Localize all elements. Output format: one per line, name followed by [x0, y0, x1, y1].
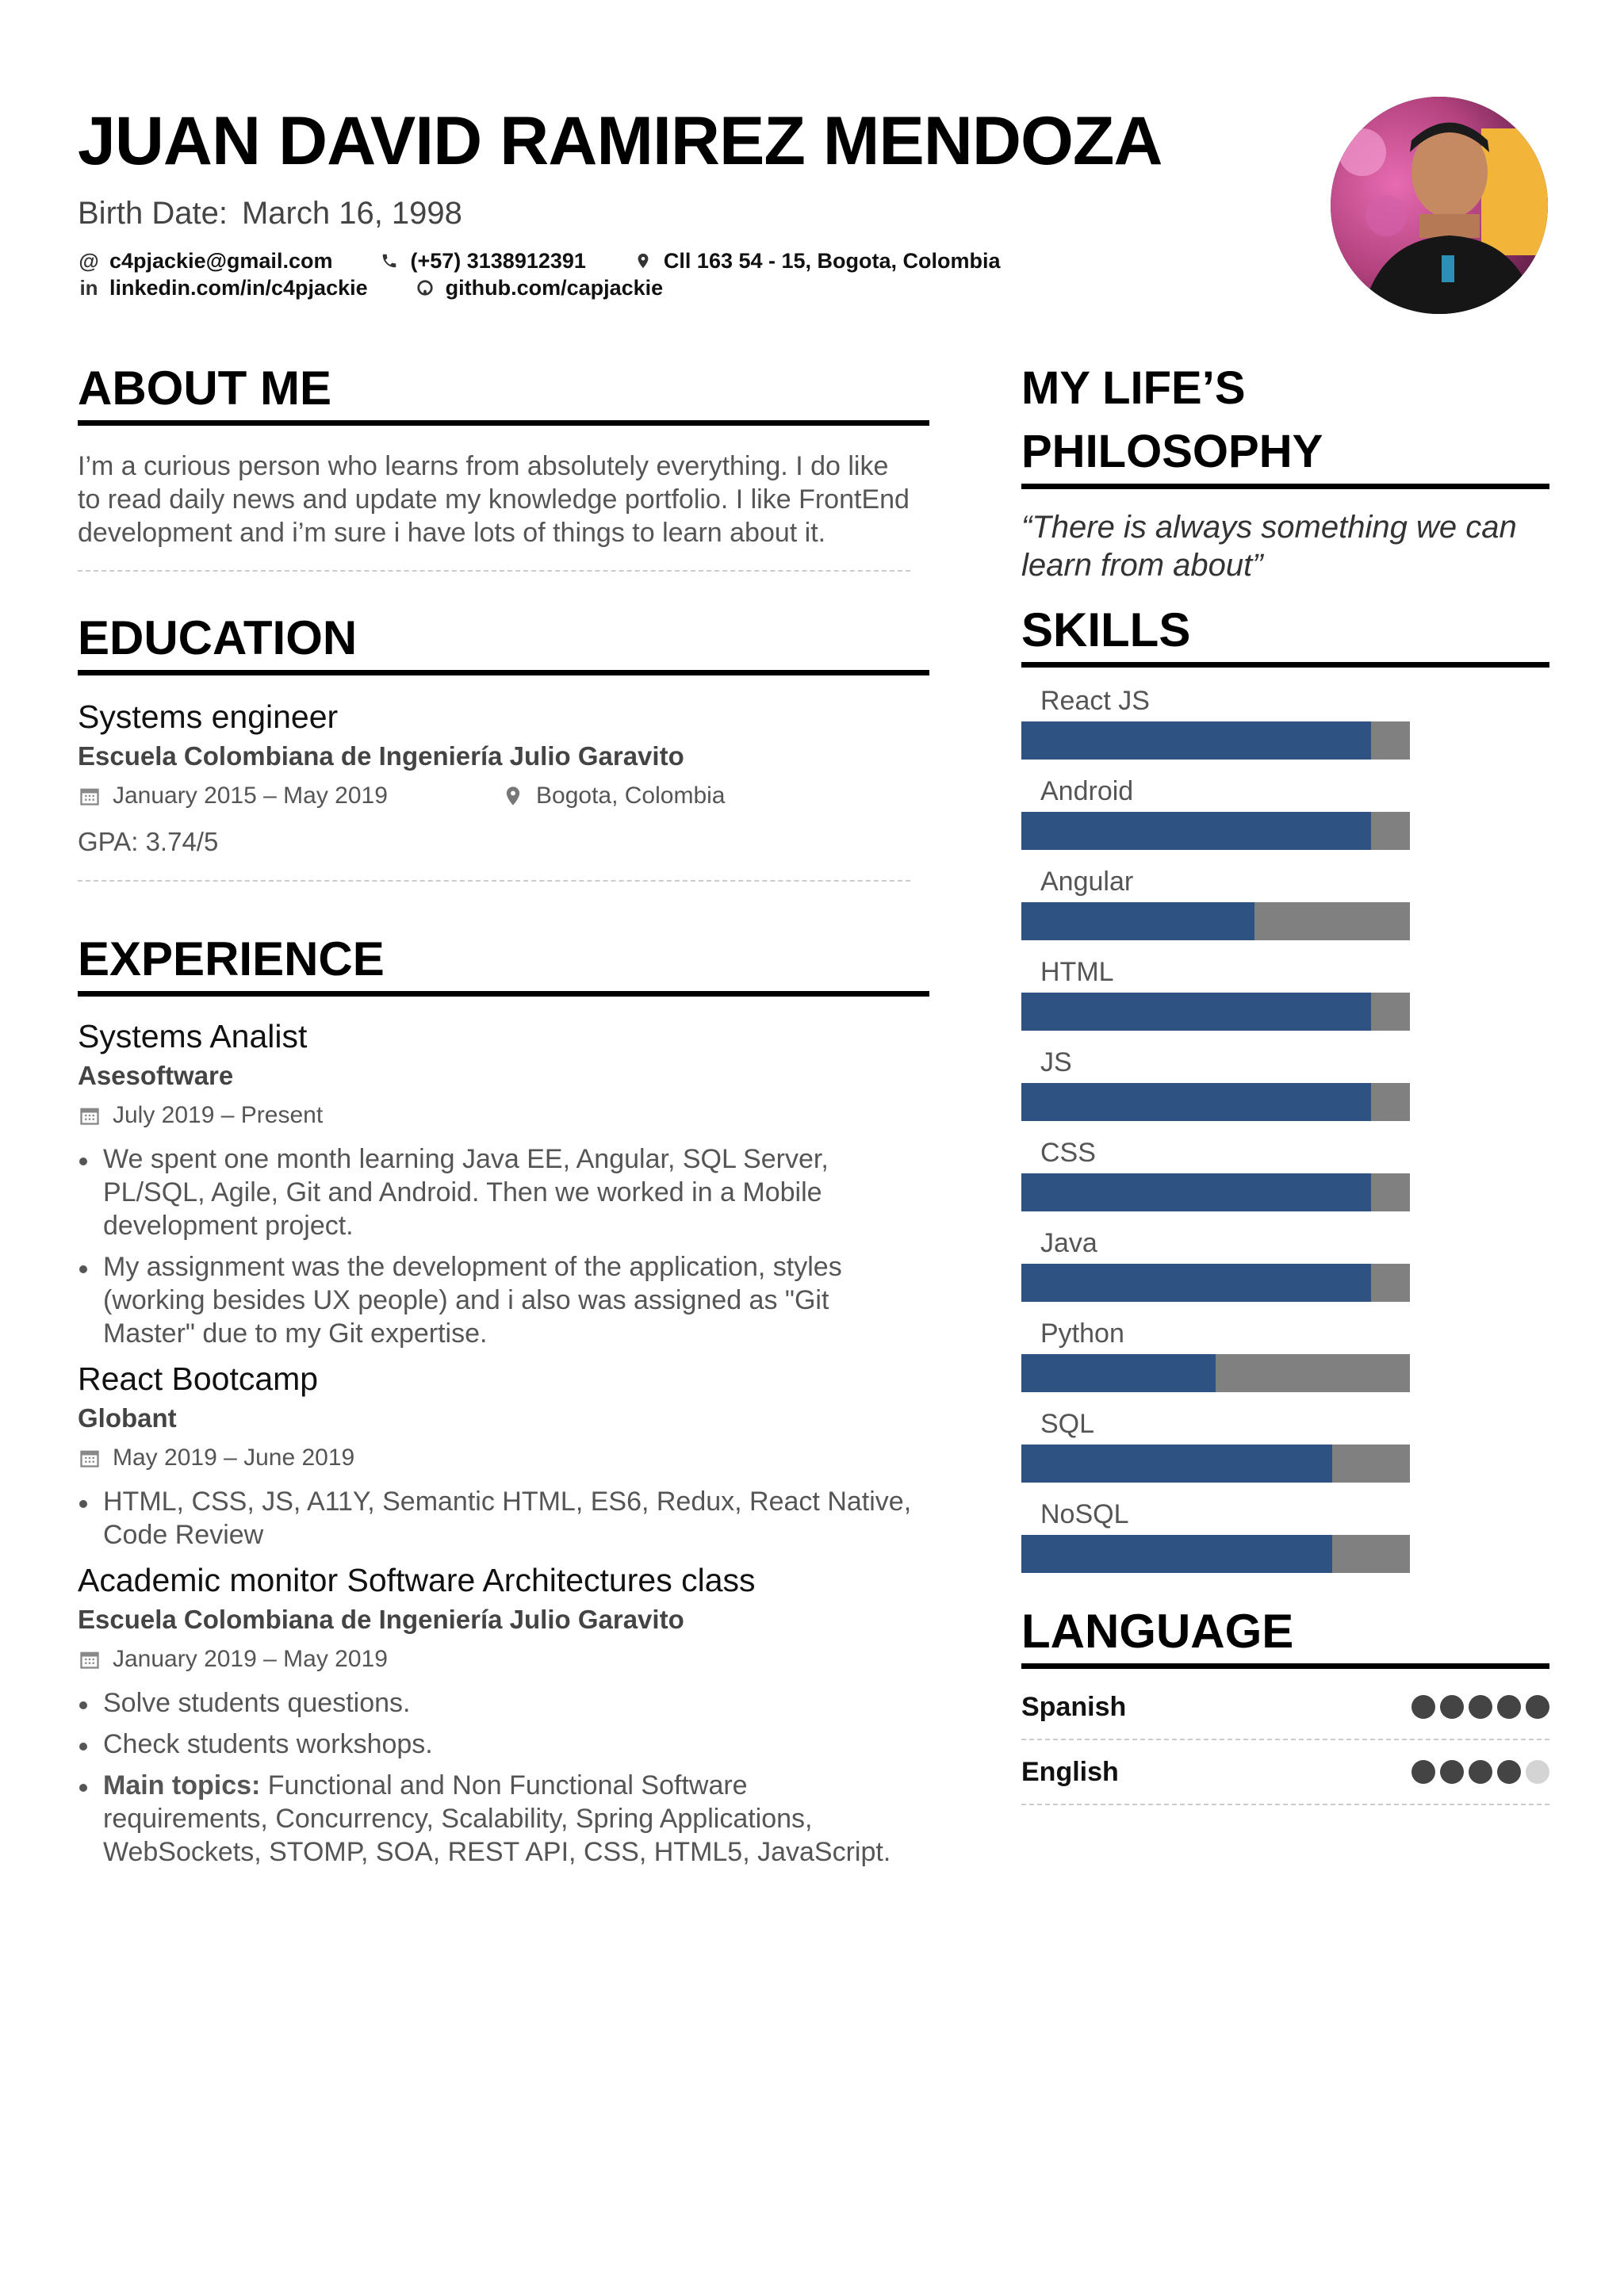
rating-dot-filled [1497, 1695, 1521, 1719]
list-item: Check students workshops. [78, 1728, 918, 1761]
language-item [1021, 1740, 1549, 1805]
address-text: Cll 163 54 - 15, Bogota, Colombia [663, 249, 1001, 273]
phone-icon [378, 252, 400, 270]
skill-item [1021, 1226, 1549, 1302]
skill-name: Java [1040, 1228, 1097, 1258]
section-title-about: ABOUT ME [78, 357, 929, 426]
skill-name: JS [1040, 1047, 1072, 1077]
job-company: Escuela Colombiana de Ingeniería Julio Garavito [78, 1605, 684, 1634]
section-title-skills: SKILLS [1021, 599, 1549, 668]
rating-dot-filled [1497, 1760, 1521, 1784]
job-bullets [78, 1485, 929, 1552]
right-column [1021, 357, 1549, 1805]
about-text: I’m a curious person who learns from absolutely everything. I do like to read daily news and update my knowledge portfolio. I like FrontEnd development and i’m sure i have lots of things to learn about it. [78, 451, 910, 548]
skill-item [1021, 1135, 1549, 1211]
skill-name: SQL [1040, 1409, 1095, 1439]
job-company: Globant [78, 1403, 177, 1433]
contact-phone[interactable] [378, 247, 585, 274]
skill-bar [1021, 993, 1410, 1031]
job-dates: July 2019 – Present [113, 1102, 324, 1128]
contact-github[interactable] [414, 274, 664, 301]
skill-bar-fill [1021, 721, 1371, 760]
skill-bar-fill [1021, 1354, 1216, 1392]
rating-dot-filled [1411, 1695, 1435, 1719]
skill-bar-fill [1021, 1083, 1371, 1121]
language-rating [1411, 1760, 1549, 1784]
skill-bar-fill [1021, 812, 1371, 850]
contact-linkedin[interactable] [78, 274, 368, 301]
skill-bar-fill [1021, 902, 1254, 940]
skill-item [1021, 683, 1549, 760]
list-item: My assignment was the development of the application, styles (working besides UX people) and i also was assigned as "Git Master" due to my Git expertise. [78, 1250, 918, 1350]
education-gpa: GPA: 3.74/5 [78, 827, 219, 856]
list-item: We spent one month learning Java EE, Angular, SQL Server, PL/SQL, Agile, Git and Android. Then we worked in a Mobile development project. [78, 1142, 918, 1242]
job-meta [78, 1100, 929, 1131]
phone-text: (+57) 3138912391 [410, 249, 586, 273]
list-item: Solve students questions. [78, 1686, 918, 1720]
skill-bar [1021, 902, 1410, 940]
birth-date [78, 193, 1307, 233]
language-name: Spanish [1021, 1691, 1127, 1722]
job-role: React Bootcamp [78, 1360, 319, 1397]
job-role: Systems Analist [78, 1018, 308, 1054]
skill-name: Android [1040, 776, 1134, 806]
profile-photo [1331, 97, 1548, 314]
skill-item [1021, 955, 1549, 1031]
education-location: Bogota, Colombia [536, 783, 726, 809]
job-bullets [78, 1686, 929, 1869]
map-pin-icon [501, 784, 525, 808]
skill-item [1021, 1497, 1549, 1573]
skill-bar [1021, 1173, 1410, 1211]
philosophy-quote: “There is always something we can learn from about” [1021, 510, 1517, 583]
experience-entry [78, 1358, 929, 1552]
experience-entry [78, 1559, 929, 1869]
calendar-icon [78, 1446, 102, 1470]
list-item [78, 1769, 918, 1869]
education-school: Escuela Colombiana de Ingeniería Julio Garavito [78, 741, 684, 771]
full-name: JUAN DAVID RAMIREZ MENDOZA [78, 103, 1162, 179]
job-bullets [78, 1142, 929, 1350]
github-icon [414, 279, 436, 297]
header [78, 101, 1307, 301]
skill-name: React JS [1040, 686, 1150, 716]
calendar-icon [78, 1647, 102, 1671]
skill-name: HTML [1040, 957, 1114, 987]
skill-name: CSS [1040, 1138, 1096, 1168]
skill-bar [1021, 1264, 1410, 1302]
list-item: HTML, CSS, JS, A11Y, Semantic HTML, ES6, Redux, React Native, Code Review [78, 1485, 918, 1552]
skill-name: NoSQL [1040, 1499, 1129, 1529]
language-rating [1411, 1695, 1549, 1719]
email-text: c4pjackie@gmail.com [109, 249, 333, 273]
skill-bar-fill [1021, 993, 1371, 1031]
language-item [1021, 1675, 1549, 1740]
language-name: English [1021, 1756, 1119, 1787]
topics-text: Functional and Non Functional Software requirements, Concurrency, Scalability, Spring Applications, WebSockets, STOMP, SOA, REST API, CSS, HTML5, JavaScript. [103, 1770, 891, 1867]
skill-name: Python [1040, 1318, 1124, 1349]
rating-dot-filled [1526, 1695, 1549, 1719]
skill-name: Angular [1040, 867, 1134, 897]
experience-entry [78, 1016, 929, 1350]
left-column [78, 357, 929, 1877]
education-degree: Systems engineer [78, 698, 339, 735]
job-dates: January 2019 – May 2019 [113, 1646, 388, 1672]
skill-item [1021, 774, 1549, 850]
job-meta [78, 1442, 929, 1474]
rating-dot-filled [1411, 1760, 1435, 1784]
section-title-philosophy: MY LIFE’S PHILOSOPHY [1021, 357, 1549, 489]
section-title-language: LANGUAGE [1021, 1600, 1549, 1669]
skill-bar [1021, 1535, 1410, 1573]
job-role: Academic monitor Software Architectures class [78, 1562, 756, 1598]
topics-label: Main topics: [103, 1770, 261, 1800]
rating-dot-filled [1469, 1760, 1492, 1784]
birth-date-label: Birth Date: [78, 196, 228, 231]
language-list [1021, 1675, 1549, 1805]
job-meta [78, 1644, 929, 1675]
education-dates: January 2015 – May 2019 [113, 783, 388, 809]
skill-bar-fill [1021, 1535, 1332, 1573]
linkedin-text: linkedin.com/in/c4pjackie [109, 276, 368, 300]
job-company: Asesoftware [78, 1061, 234, 1090]
skill-bar [1021, 721, 1410, 760]
skill-bar-fill [1021, 1264, 1371, 1302]
rating-dot-empty [1526, 1760, 1549, 1784]
education-entry [78, 696, 929, 859]
rating-dot-filled [1469, 1695, 1492, 1719]
rating-dot-filled [1440, 1695, 1464, 1719]
skill-item [1021, 1045, 1549, 1121]
skill-item [1021, 864, 1549, 940]
contact-address [632, 247, 1001, 274]
calendar-icon [78, 784, 102, 808]
map-pin-icon [632, 252, 654, 270]
contact-email[interactable] [78, 247, 332, 274]
divider [78, 570, 910, 572]
section-title-experience: EXPERIENCE [78, 928, 929, 997]
skill-item [1021, 1316, 1549, 1392]
skill-bar [1021, 812, 1410, 850]
skill-item [1021, 1406, 1549, 1483]
job-dates: May 2019 – June 2019 [113, 1445, 355, 1471]
skill-bar [1021, 1083, 1410, 1121]
github-text: github.com/capjackie [445, 276, 664, 300]
section-title-education: EDUCATION [78, 607, 929, 675]
skill-bar [1021, 1445, 1410, 1483]
at-icon: @ [79, 249, 99, 273]
birth-date-value: March 16, 1998 [241, 196, 462, 231]
contact-info [78, 247, 1307, 301]
education-meta [78, 780, 929, 812]
divider [78, 880, 910, 882]
skill-bar [1021, 1354, 1410, 1392]
linkedin-icon: in [79, 276, 98, 300]
skills-list [1021, 683, 1549, 1573]
skill-bar-fill [1021, 1173, 1371, 1211]
skill-bar-fill [1021, 1445, 1332, 1483]
rating-dot-filled [1440, 1760, 1464, 1784]
calendar-icon [78, 1104, 102, 1127]
